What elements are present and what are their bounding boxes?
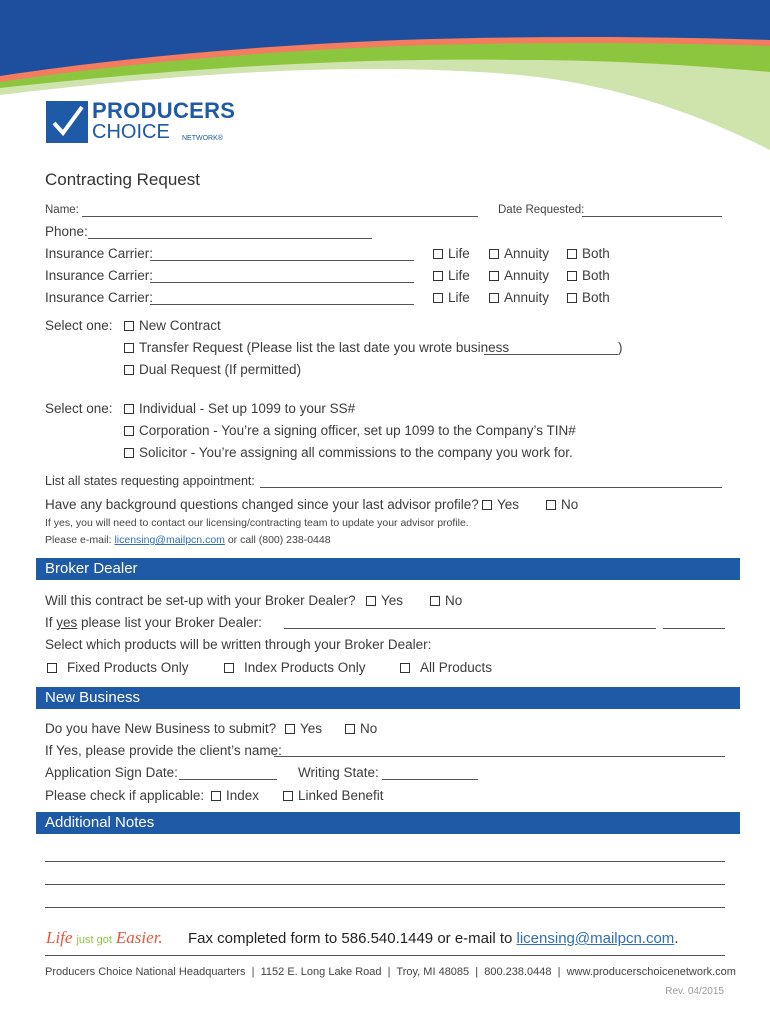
bd-q2-pre: If — [45, 615, 57, 630]
bd-q2-yes: yes — [56, 615, 78, 630]
checkbox-icon[interactable] — [433, 293, 443, 303]
notes-line-2[interactable] — [45, 884, 725, 885]
select-one-label-1: Select one: — [45, 318, 113, 333]
additional-notes-title: Additional Notes — [45, 814, 155, 831]
logo — [46, 98, 246, 148]
corporation-option[interactable] — [124, 423, 576, 438]
index-label: Index — [226, 788, 260, 803]
carrier-2-annuity[interactable] — [489, 268, 549, 283]
sign-date-label: Application Sign Date: — [45, 765, 178, 780]
index-products-option[interactable] — [224, 660, 366, 675]
states-field[interactable] — [260, 487, 722, 488]
email-link[interactable]: licensing@mailpcn.com — [114, 534, 225, 546]
checkbox-icon[interactable] — [366, 596, 376, 606]
transfer-date-field[interactable] — [484, 354, 618, 355]
bd-question-2 — [45, 615, 262, 630]
carrier-1-life[interactable] — [433, 246, 470, 261]
linked-benefit-option[interactable] — [283, 788, 384, 803]
no-label: No — [561, 497, 579, 512]
checkbox-icon[interactable] — [567, 249, 577, 259]
checkbox-icon[interactable] — [283, 791, 293, 801]
nb-no[interactable] — [345, 721, 377, 736]
revision-label: Rev. 04/2015 — [665, 986, 724, 997]
checkbox-icon[interactable] — [482, 500, 492, 510]
additional-notes-header — [36, 812, 740, 834]
checkbox-icon[interactable] — [124, 404, 134, 414]
nb-question-2: If Yes, please provide the client’s name: — [45, 743, 282, 758]
new-contract-label: New Contract — [139, 318, 221, 333]
sign-date-field[interactable] — [179, 779, 277, 780]
date-requested-field[interactable] — [582, 216, 722, 217]
checkbox-icon[interactable] — [430, 596, 440, 606]
tagline-just-got: just got — [76, 934, 112, 946]
transfer-request-option[interactable] — [124, 340, 509, 355]
yes-label: Yes — [497, 497, 520, 512]
checkbox-icon[interactable] — [124, 343, 134, 353]
annuity-label: Annuity — [504, 290, 550, 305]
tagline-life: Life — [46, 928, 73, 947]
index-products-label: Index Products Only — [244, 660, 366, 675]
yes-label: Yes — [300, 721, 323, 736]
bd-name-field-2[interactable] — [663, 628, 725, 629]
fax-instructions — [188, 930, 678, 947]
annuity-label: Annuity — [504, 268, 550, 283]
annuity-label: Annuity — [504, 246, 550, 261]
carrier-3-annuity[interactable] — [489, 290, 549, 305]
notes-line-3[interactable] — [45, 907, 725, 908]
footer-divider — [45, 955, 725, 956]
individual-label: Individual - Set up 1099 to your SS# — [139, 401, 356, 416]
carrier-3-both[interactable] — [567, 290, 610, 305]
broker-dealer-header — [36, 558, 740, 580]
checkbox-icon[interactable] — [211, 791, 221, 801]
checkbox-icon[interactable] — [285, 724, 295, 734]
date-requested-label: Date Requested: — [498, 204, 585, 216]
checkbox-icon[interactable] — [546, 500, 556, 510]
fax-text: Fax completed form to 586.540.1449 or e-mail to — [188, 930, 517, 947]
carrier-field-3[interactable] — [150, 304, 414, 305]
client-name-field[interactable] — [274, 756, 725, 757]
bd-question-3: Select which products will be written through your Broker Dealer: — [45, 637, 432, 652]
phone-field[interactable] — [88, 238, 372, 239]
both-label: Both — [582, 268, 610, 283]
new-business-header — [36, 687, 740, 709]
index-option[interactable] — [211, 788, 259, 803]
checkbox-icon[interactable] — [489, 271, 499, 281]
carrier-2-life[interactable] — [433, 268, 470, 283]
checkbox-icon[interactable] — [567, 271, 577, 281]
fixed-products-label: Fixed Products Only — [67, 660, 189, 675]
bd-no[interactable] — [430, 593, 462, 608]
carrier-2-both[interactable] — [567, 268, 610, 283]
form-title: Contracting Request — [45, 170, 200, 189]
logo-network: NETWORK® — [182, 135, 223, 142]
checkbox-icon[interactable] — [47, 663, 57, 673]
footer-address: Producers Choice National Headquarters | 1152 E. Long Lake Road | Troy, MI 48085 | 800.238.0448 | www.producerschoicenetwork.com — [45, 966, 736, 978]
phone-label: Phone: — [45, 224, 88, 239]
life-label: Life — [448, 268, 470, 283]
all-products-option[interactable] — [400, 660, 492, 675]
email-note-post: or call (800) 238-0448 — [224, 534, 331, 546]
name-label: Name: — [45, 204, 79, 216]
checkbox-icon[interactable] — [489, 249, 499, 259]
both-label: Both — [582, 290, 610, 305]
checkbox-icon[interactable] — [567, 293, 577, 303]
carrier-1-both[interactable] — [567, 246, 610, 261]
bd-yes[interactable] — [366, 593, 403, 608]
checkbox-icon[interactable] — [433, 271, 443, 281]
email-note-pre: Please e-mail: — [45, 534, 115, 546]
carrier-label-1: Insurance Carrier: — [45, 246, 154, 261]
dual-request-option[interactable] — [124, 362, 301, 377]
nb-question-1: Do you have New Business to submit? — [45, 721, 277, 736]
email-note — [45, 534, 331, 546]
background-note: If yes, you will need to contact our licensing/contracting team to update your advisor profile. — [45, 517, 469, 529]
name-field[interactable] — [82, 216, 478, 217]
individual-option[interactable] — [124, 401, 355, 416]
solicitor-option[interactable] — [124, 445, 573, 460]
checkbox-icon[interactable] — [124, 321, 134, 331]
carrier-field-1[interactable] — [150, 260, 414, 261]
transfer-close-paren: ) — [618, 340, 623, 355]
tagline-easier: Easier. — [115, 928, 163, 947]
no-label: No — [445, 593, 463, 608]
checkbox-icon[interactable] — [124, 365, 134, 375]
fax-end: . — [674, 930, 679, 947]
both-label: Both — [582, 246, 610, 261]
new-business-title: New Business — [45, 689, 141, 706]
carrier-field-2[interactable] — [150, 282, 414, 283]
states-label: List all states requesting appointment: — [45, 474, 255, 488]
writing-state-label: Writing State: — [298, 765, 379, 780]
life-label: Life — [448, 246, 470, 261]
fax-email-link[interactable]: licensing@mailpcn.com — [516, 930, 675, 947]
yes-label: Yes — [381, 593, 404, 608]
new-contract-option[interactable] — [124, 318, 221, 333]
carrier-3-life[interactable] — [433, 290, 470, 305]
checkbox-icon[interactable] — [433, 249, 443, 259]
broker-dealer-title: Broker Dealer — [45, 560, 138, 577]
fixed-products-option[interactable] — [47, 660, 189, 675]
background-no[interactable] — [546, 497, 578, 512]
checkbox-icon[interactable] — [345, 724, 355, 734]
checkbox-icon[interactable] — [400, 663, 410, 673]
bd-question-1: Will this contract be set-up with your Broker Dealer? — [45, 593, 356, 608]
bd-q2-post: please list your Broker Dealer: — [77, 615, 262, 630]
checkbox-icon[interactable] — [124, 426, 134, 436]
transfer-request-label: Transfer Request (Please list the last date you wrote business — [139, 340, 510, 355]
logo-choice: CHOICE — [92, 121, 170, 143]
carrier-label-3: Insurance Carrier: — [45, 290, 154, 305]
carrier-1-annuity[interactable] — [489, 246, 549, 261]
logo-producers: PRODUCERS — [92, 98, 236, 123]
tagline — [46, 928, 163, 948]
solicitor-label: Solicitor - You’re assigning all commissions to the company you work for. — [139, 445, 573, 460]
background-yes[interactable] — [482, 497, 519, 512]
carrier-label-2: Insurance Carrier: — [45, 268, 154, 283]
dual-request-label: Dual Request (If permitted) — [139, 362, 302, 377]
checkbox-icon[interactable] — [489, 293, 499, 303]
notes-line-1[interactable] — [45, 861, 725, 862]
corporation-label: Corporation - You’re a signing officer, set up 1099 to the Company’s TIN# — [139, 423, 576, 438]
checkbox-icon[interactable] — [124, 448, 134, 458]
select-one-label-2: Select one: — [45, 401, 113, 416]
checkbox-icon[interactable] — [224, 663, 234, 673]
linked-benefit-label: Linked Benefit — [298, 788, 384, 803]
all-products-label: All Products — [420, 660, 493, 675]
background-question: Have any background questions changed since your last advisor profile? — [45, 497, 479, 512]
bd-name-field[interactable] — [284, 628, 656, 629]
nb-yes[interactable] — [285, 721, 322, 736]
life-label: Life — [448, 290, 470, 305]
no-label: No — [360, 721, 378, 736]
writing-state-field[interactable] — [382, 779, 478, 780]
check-applicable-label: Please check if applicable: — [45, 788, 205, 803]
checkmark-logo-icon — [46, 101, 88, 143]
